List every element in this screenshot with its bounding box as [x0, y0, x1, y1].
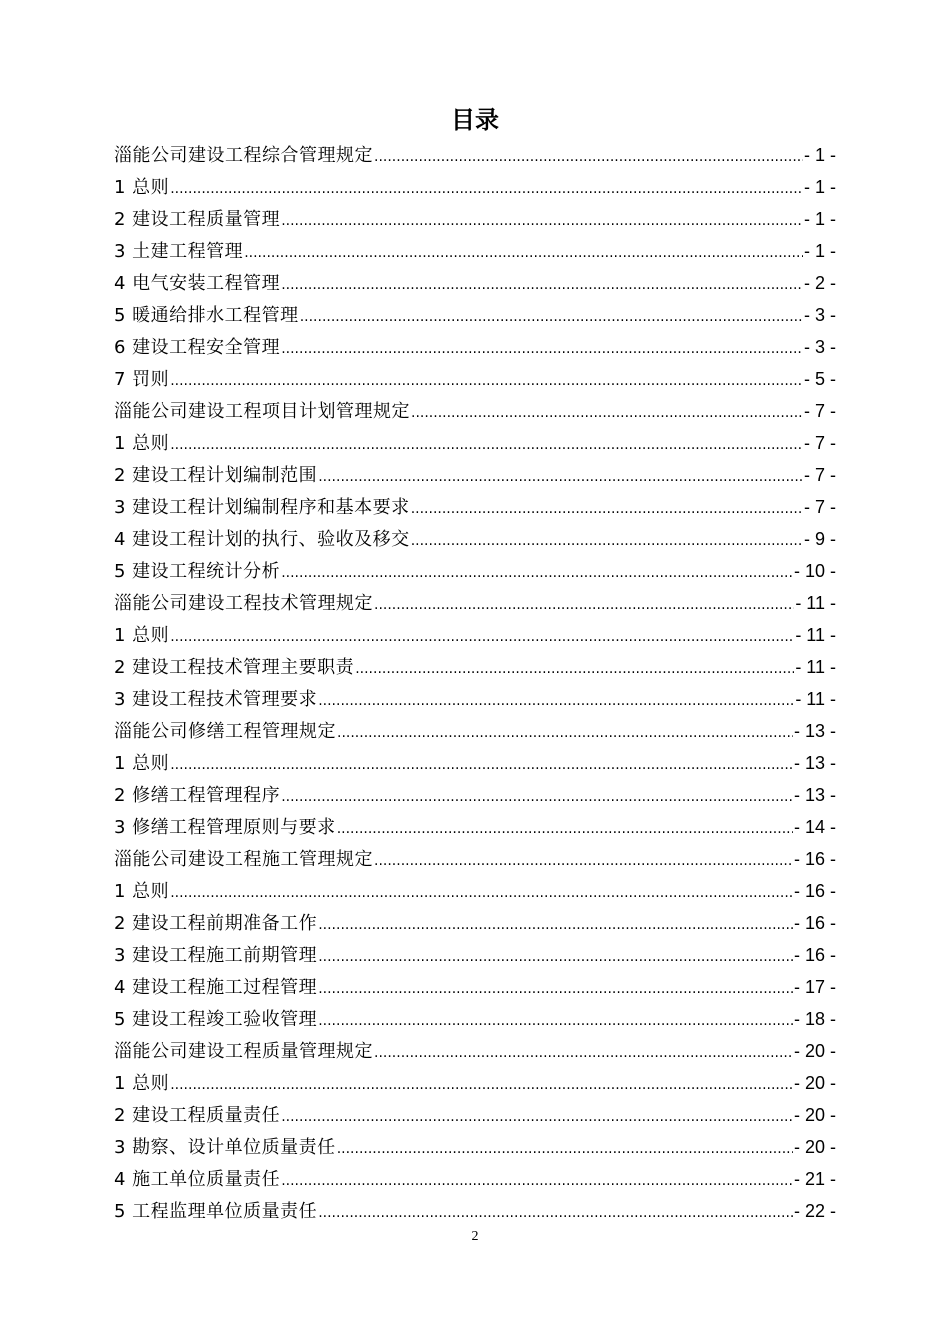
toc-entry[interactable] [114, 299, 836, 331]
toc-entry-title: 4 电气安装工程管理 [114, 273, 281, 294]
toc-dot-leader [318, 973, 793, 1005]
toc-entry[interactable] [114, 459, 836, 491]
toc-dot-leader [337, 813, 793, 845]
toc-title: 目录 [451, 106, 499, 134]
toc-dot-leader [374, 845, 793, 877]
toc-entry[interactable] [114, 971, 836, 1003]
toc-entry-page: - 21 - [793, 1169, 836, 1189]
toc-dot-leader [170, 749, 793, 781]
toc-entry-title: 1 总则 [114, 753, 170, 774]
toc-entry-page: - 13 - [793, 785, 836, 805]
toc-entry-title: 2 建设工程计划编制范围 [114, 465, 318, 486]
toc-entry-page: - 7 - [803, 465, 836, 485]
toc-dot-leader [281, 333, 803, 365]
toc-dot-leader [244, 237, 803, 269]
toc-entry-page: - 16 - [793, 881, 836, 901]
toc-entry-page: - 16 - [793, 945, 836, 965]
toc-entry-title: 2 建设工程质量管理 [114, 209, 281, 230]
toc-dot-leader [411, 397, 803, 429]
toc-entry-title: 3 修缮工程管理原则与要求 [114, 817, 336, 838]
toc-entry-page: - 3 - [803, 305, 836, 325]
toc-entry[interactable] [114, 395, 836, 427]
toc-entry-title: 2 建设工程前期准备工作 [114, 913, 318, 934]
toc-dot-leader [170, 429, 803, 461]
toc-entry-page: - 20 - [793, 1137, 836, 1157]
toc-dot-leader [318, 909, 793, 941]
toc-entry[interactable] [114, 747, 836, 779]
toc-dot-leader [374, 141, 803, 173]
toc-dot-leader [281, 205, 803, 237]
toc-entry-title: 5 工程监理单位质量责任 [114, 1201, 318, 1222]
toc-dot-leader [170, 621, 794, 653]
toc-entry[interactable] [114, 491, 836, 523]
toc-entry-page: - 7 - [803, 433, 836, 453]
toc-entry-title: 4 建设工程计划的执行、验收及移交 [114, 529, 410, 550]
toc-dot-leader [411, 493, 803, 525]
toc-entry-title: 淄能公司建设工程技术管理规定 [114, 593, 373, 614]
toc-dot-leader [281, 781, 793, 813]
toc-entry[interactable] [114, 779, 836, 811]
toc-entry-page: - 14 - [793, 817, 836, 837]
toc-entry[interactable] [114, 1195, 836, 1227]
toc-entry-page: - 2 - [803, 273, 836, 293]
toc-entry-title: 5 建设工程竣工验收管理 [114, 1009, 318, 1030]
toc-entry-page: - 7 - [803, 497, 836, 517]
toc-entry-page: - 10 - [793, 561, 836, 581]
toc-entry[interactable] [114, 267, 836, 299]
toc-entry[interactable] [114, 139, 836, 171]
toc-entry[interactable] [114, 203, 836, 235]
toc-entry-title: 1 总则 [114, 1073, 170, 1094]
toc-entry-title: 淄能公司建设工程施工管理规定 [114, 849, 373, 870]
toc-entry[interactable] [114, 875, 836, 907]
page-number: 2 [471, 1229, 479, 1244]
toc-entry[interactable] [114, 1099, 836, 1131]
toc-entry[interactable] [114, 1067, 836, 1099]
toc-entry-page: - 9 - [803, 529, 836, 549]
toc-entry[interactable] [114, 939, 836, 971]
toc-dot-leader [281, 1165, 793, 1197]
toc-entry[interactable] [114, 171, 836, 203]
toc-entry-title: 7 罚则 [114, 369, 170, 390]
toc-entry-page: - 11 - [795, 593, 836, 613]
toc-entry-title: 2 建设工程技术管理主要职责 [114, 657, 355, 678]
toc-entry-page: - 1 - [803, 145, 836, 165]
toc-entry-page: - 16 - [793, 849, 836, 869]
toc-entry-title: 淄能公司建设工程项目计划管理规定 [114, 401, 410, 422]
toc-dot-leader [300, 301, 803, 333]
toc-entry[interactable] [114, 843, 836, 875]
toc-entry-title: 4 建设工程施工过程管理 [114, 977, 318, 998]
toc-dot-leader [318, 685, 794, 717]
toc-entry-title: 淄能公司建设工程质量管理规定 [114, 1041, 373, 1062]
toc-entry[interactable] [114, 427, 836, 459]
toc-entry-title: 3 土建工程管理 [114, 241, 244, 262]
toc-entry-page: - 1 - [803, 241, 836, 261]
toc-entry-title: 3 勘察、设计单位质量责任 [114, 1137, 336, 1158]
toc-entry-page: - 7 - [803, 401, 836, 421]
table-of-contents [114, 139, 836, 1227]
toc-entry[interactable] [114, 683, 836, 715]
toc-entry-page: - 20 - [793, 1073, 836, 1093]
toc-entry-title: 6 建设工程安全管理 [114, 337, 281, 358]
toc-dot-leader [318, 941, 793, 973]
toc-dot-leader [355, 653, 794, 685]
toc-entry-title: 4 施工单位质量责任 [114, 1169, 281, 1190]
toc-entry[interactable] [114, 235, 836, 267]
toc-entry-title: 3 建设工程技术管理要求 [114, 689, 318, 710]
toc-dot-leader [337, 717, 793, 749]
toc-dot-leader [170, 877, 793, 909]
toc-entry-title: 3 建设工程计划编制程序和基本要求 [114, 497, 410, 518]
toc-entry-title: 1 总则 [114, 177, 170, 198]
toc-entry-title: 2 建设工程质量责任 [114, 1105, 281, 1126]
toc-entry-title: 5 建设工程统计分析 [114, 561, 281, 582]
toc-entry-title: 淄能公司修缮工程管理规定 [114, 721, 336, 742]
toc-dot-leader [337, 1133, 793, 1165]
toc-entry[interactable] [114, 331, 836, 363]
toc-entry-page: - 18 - [793, 1009, 836, 1029]
toc-entry-page: - 20 - [793, 1041, 836, 1061]
toc-dot-leader [170, 173, 803, 205]
toc-entry-page: - 13 - [793, 721, 836, 741]
toc-dot-leader [318, 1005, 793, 1037]
toc-entry[interactable] [114, 1131, 836, 1163]
toc-entry-page: - 16 - [793, 913, 836, 933]
toc-entry[interactable] [114, 619, 836, 651]
toc-entry-page: - 1 - [803, 177, 836, 197]
toc-entry-page: - 1 - [803, 209, 836, 229]
toc-entry[interactable] [114, 555, 836, 587]
toc-entry[interactable] [114, 363, 836, 395]
toc-entry[interactable] [114, 907, 836, 939]
toc-dot-leader [318, 461, 803, 493]
toc-entry[interactable] [114, 587, 836, 619]
toc-entry-title: 淄能公司建设工程综合管理规定 [114, 145, 373, 166]
toc-entry[interactable] [114, 1035, 836, 1067]
toc-dot-leader [374, 1037, 793, 1069]
toc-dot-leader [170, 1069, 793, 1101]
toc-entry-page: - 22 - [793, 1201, 836, 1221]
toc-dot-leader [281, 557, 793, 589]
toc-entry[interactable] [114, 715, 836, 747]
toc-entry-page: - 11 - [795, 625, 836, 645]
toc-entry[interactable] [114, 811, 836, 843]
toc-dot-leader [374, 589, 794, 621]
toc-entry-title: 1 总则 [114, 433, 170, 454]
toc-entry[interactable] [114, 651, 836, 683]
toc-dot-leader [411, 525, 803, 557]
toc-entry-page: - 11 - [795, 657, 836, 677]
toc-entry-page: - 17 - [793, 977, 836, 997]
toc-entry-title: 3 建设工程施工前期管理 [114, 945, 318, 966]
toc-entry[interactable] [114, 1163, 836, 1195]
toc-dot-leader [281, 1101, 793, 1133]
toc-entry-page: - 20 - [793, 1105, 836, 1125]
toc-entry-title: 1 总则 [114, 625, 170, 646]
toc-entry-page: - 3 - [803, 337, 836, 357]
toc-entry-title: 5 暖通给排水工程管理 [114, 305, 299, 326]
toc-dot-leader [281, 269, 803, 301]
toc-entry-page: - 11 - [795, 689, 836, 709]
toc-entry-title: 1 总则 [114, 881, 170, 902]
toc-entry[interactable] [114, 523, 836, 555]
toc-entry[interactable] [114, 1003, 836, 1035]
toc-dot-leader [318, 1197, 793, 1229]
toc-entry-page: - 5 - [803, 369, 836, 389]
toc-entry-title: 2 修缮工程管理程序 [114, 785, 281, 806]
toc-dot-leader [170, 365, 803, 397]
toc-entry-page: - 13 - [793, 753, 836, 773]
